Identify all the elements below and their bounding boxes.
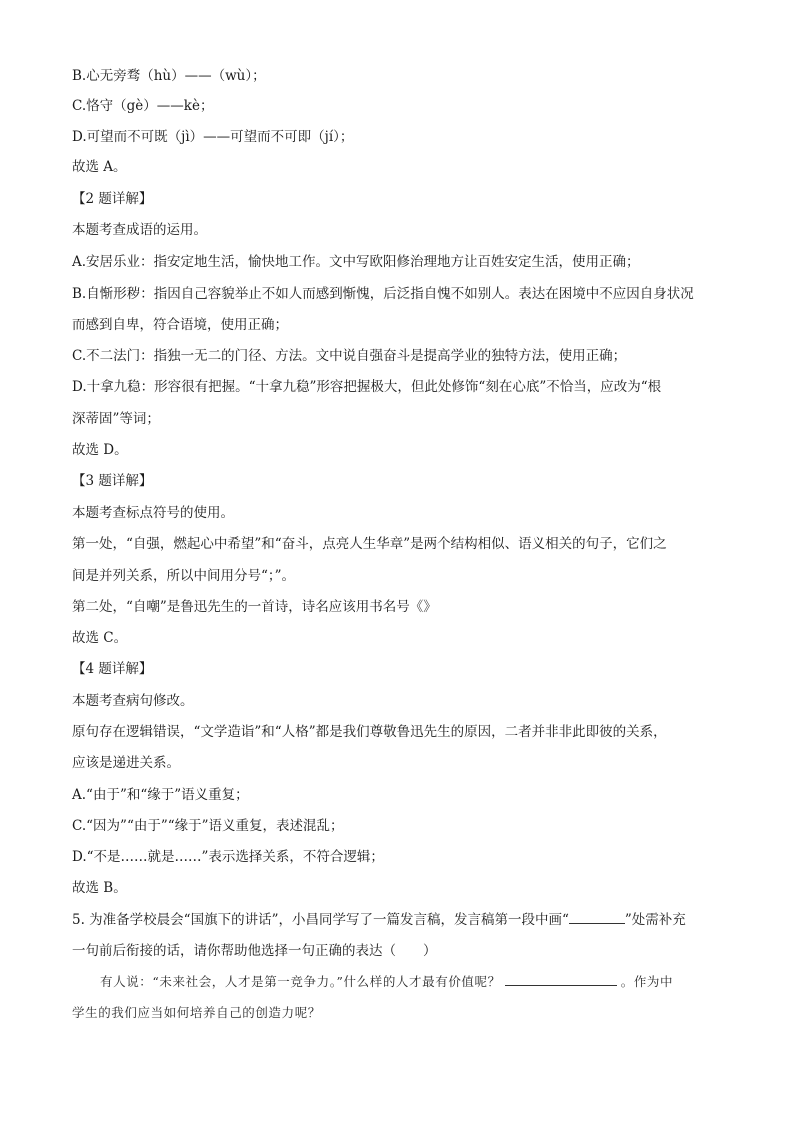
q3-answer: 故选 C。	[72, 630, 128, 646]
q3-header: 【3 题详解】	[72, 473, 153, 489]
q4-option-a: A.“由于”和“缘于”语义重复；	[72, 787, 249, 803]
q2-option-c: C.不二法门：指独一无二的门径、方法。文中说自强奋斗是提高学业的独特方法，使用正确；	[72, 348, 627, 364]
q4-analysis-line2: 应该是递进关系。	[72, 755, 180, 771]
q5-passage-line1-b: 。作为中	[620, 974, 674, 989]
q3-intro: 本题考查标点符号的使用。	[72, 505, 234, 521]
q4-answer: 故选 B。	[72, 880, 127, 896]
q2-answer: 故选 D。	[72, 442, 128, 458]
q2-option-b-line2: 而感到自卑，符合语境，使用正确；	[72, 317, 288, 333]
q1-answer: 故选 A。	[72, 159, 127, 175]
q2-intro: 本题考查成语的运用。	[72, 222, 207, 238]
q1-option-d: D.可望而不可既（jì）——可望而不可即（jí）；	[72, 129, 354, 145]
q4-header: 【4 题详解】	[72, 661, 153, 677]
q3-point1-line2: 间是并列关系，所以中间用分号“；”。	[72, 568, 296, 584]
q5-passage-line1	[100, 972, 673, 992]
q2-header: 【2 题详解】	[72, 191, 153, 207]
q4-analysis-line1: 原句存在逻辑错误，“文学造诣”和“人格”都是我们尊敬鲁迅先生的原因，二者并非非此即彼的关系，	[72, 724, 667, 740]
q5-stem-line1-a: 5. 为准备学校晨会“国旗下的讲话”，小昌同学写了一篇发言稿，发言稿第一段中画“	[72, 912, 569, 928]
q5-stem-line1-b: ”处需补充	[624, 912, 686, 928]
q3-point1-line1: 第一处，“自强，燃起心中希望”和“奋斗，点亮人生华章”是两个结构相似、语义相关的句子，它们之	[72, 536, 667, 552]
q5-stem-line1	[72, 910, 686, 930]
q5-stem-line2: 一句前后衔接的话，请你帮助他选择一句正确的表达（ ）	[72, 943, 437, 959]
q2-option-b-line1: B.自惭形秽：指因自己容貌举止不如人而感到惭愧，后泛指自愧不如别人。表达在困境中不应因自身状况	[72, 286, 694, 302]
q4-option-c: C.“因为”“由于”“缘于”语义重复，表述混乱；	[72, 818, 344, 834]
q2-option-d-line2: 深蒂固”等词；	[72, 411, 160, 427]
q1-option-b: B.心无旁骛（hù）——（wù）；	[72, 68, 266, 84]
q5-passage-line2: 学生的我们应当如何培养自己的创造力呢？	[72, 1005, 321, 1020]
q2-option-a: A.安居乐业：指安定地生活，愉快地工作。文中写欧阳修治理地方让百姓安定生活，使用正确；	[72, 254, 640, 270]
q3-point2: 第二处，“自嘲”是鲁迅先生的一首诗，诗名应该用书名号《》	[72, 599, 437, 615]
q2-option-d-line1: D.十拿九稳：形容很有把握。“十拿九稳”形容把握极大，但此处修饰“刻在心底”不恰当，应改为“根	[72, 379, 662, 395]
q5-passage-line1-a: 有人说：“未来社会，人才是第一竞争力。”什么样的人才最有价值呢？	[100, 974, 501, 989]
q1-option-c: C.恪守（gè）——kè；	[72, 98, 214, 114]
q4-intro: 本题考查病句修改。	[72, 693, 194, 709]
q4-option-d: D.“不是……就是……”表示选择关系，不符合逻辑；	[72, 849, 384, 865]
q5-stem-blank	[569, 911, 625, 924]
q5-passage-blank	[505, 973, 617, 986]
